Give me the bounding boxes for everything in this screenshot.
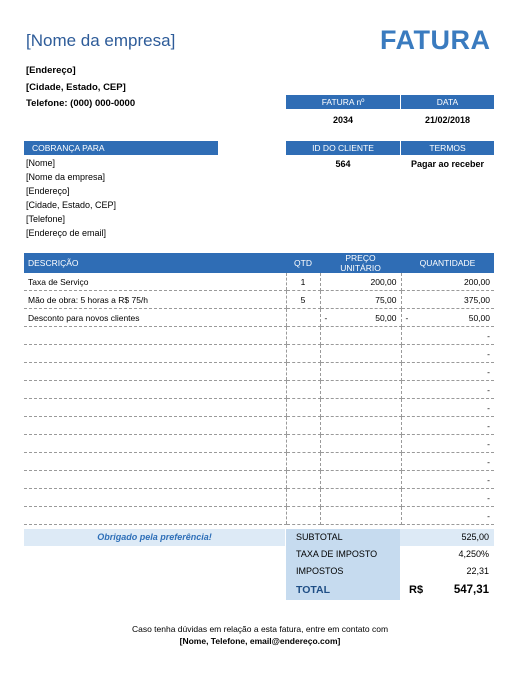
- item-unit-price-cell: [320, 345, 401, 363]
- item-amount-cell: [401, 417, 494, 435]
- thank-you-note: Obrigado pela preferência!: [24, 529, 285, 546]
- client-id: 564: [335, 159, 351, 169]
- footer-contact-note: Caso tenha dúvidas em relação a esta fatura, entre em contato com: [131, 624, 389, 634]
- item-unit-price-cell: [320, 507, 401, 525]
- item-unit-price-cell: [320, 363, 401, 381]
- subtotal-value: 525,00: [400, 529, 494, 546]
- billing-line: [Telefone]: [26, 214, 66, 224]
- item-description: Desconto para novos clientes: [24, 309, 286, 327]
- company-phone: Telefone: (000) 000-0000: [26, 98, 136, 109]
- item-description: Taxa de Serviço: [24, 273, 286, 291]
- terms: Pagar ao receber: [410, 159, 485, 169]
- item-unit-price-cell: [320, 327, 401, 345]
- item-description: [24, 507, 286, 525]
- table-row: [24, 345, 494, 363]
- item-amount: 200,00: [464, 276, 490, 287]
- billing-line: [Nome da empresa]: [26, 172, 106, 182]
- item-qty: [286, 363, 320, 381]
- item-amount-cell: [401, 291, 494, 309]
- billing-line: [Endereço]: [26, 186, 70, 196]
- table-row: [24, 291, 494, 309]
- table-row: [24, 489, 494, 507]
- item-unit-price-cell: [320, 381, 401, 399]
- item-amount-cell: [401, 435, 494, 453]
- item-amount: -: [487, 384, 490, 395]
- table-row: [24, 435, 494, 453]
- table-row: [24, 309, 494, 327]
- item-qty: [286, 381, 320, 399]
- item-amount: -: [487, 402, 490, 413]
- item-qty: [286, 309, 320, 327]
- invoice-number-header: FATURA nº: [286, 95, 400, 109]
- total-currency: R$: [409, 584, 424, 596]
- item-unit-price-cell: [320, 453, 401, 471]
- billing-header: COBRANÇA PARA: [24, 141, 218, 155]
- col-qty: QTD: [286, 253, 320, 273]
- item-unit-price-cell: [320, 471, 401, 489]
- date-header: DATA: [401, 95, 494, 109]
- invoice-date: 21/02/2018: [424, 115, 471, 125]
- subtotal-label: SUBTOTAL: [286, 529, 400, 546]
- item-unit-price-cell: [320, 273, 401, 291]
- item-amount-cell: [401, 399, 494, 417]
- table-row: [24, 381, 494, 399]
- item-qty: [286, 489, 320, 507]
- company-city: [Cidade, Estado, CEP]: [26, 82, 126, 93]
- taxes-value: 22,31: [466, 566, 489, 576]
- invoice-number: 2034: [332, 115, 354, 125]
- item-unit-price: 200,00: [370, 276, 397, 287]
- item-qty: [286, 453, 320, 471]
- items-table: [24, 253, 494, 525]
- company-address: [Endereço]: [26, 65, 76, 76]
- item-amount-cell: [401, 453, 494, 471]
- item-amount: -: [487, 492, 490, 503]
- item-unit-price-cell: [320, 399, 401, 417]
- col-description: DESCRIÇÃO: [24, 253, 286, 273]
- tax-rate-value: 4,250%: [458, 549, 489, 559]
- item-description: [24, 399, 286, 417]
- item-description: [24, 489, 286, 507]
- amount-sign: -: [405, 312, 409, 323]
- tax-rate-label: TAXA DE IMPOSTO: [286, 546, 400, 563]
- client-id-header: ID DO CLIENTE: [286, 141, 400, 155]
- item-amount-cell: [401, 309, 494, 327]
- item-description: [24, 471, 286, 489]
- item-amount: -: [487, 510, 490, 521]
- table-row: [24, 273, 494, 291]
- taxes-label: IMPOSTOS: [286, 563, 400, 580]
- item-qty: [286, 345, 320, 363]
- item-qty: 1: [286, 273, 320, 291]
- item-amount-cell: [401, 363, 494, 381]
- item-description: [24, 417, 286, 435]
- billing-line: [Nome]: [26, 158, 56, 168]
- item-unit-price: 50,00: [375, 312, 397, 323]
- item-amount: -: [487, 474, 490, 485]
- item-amount: 375,00: [464, 294, 490, 305]
- item-description: [24, 435, 286, 453]
- item-description: [24, 453, 286, 471]
- item-unit-price-cell: [320, 489, 401, 507]
- item-amount: -: [487, 348, 490, 359]
- billing-line: [Endereço de email]: [26, 228, 107, 238]
- item-qty: [286, 417, 320, 435]
- item-description: Mão de obra: 5 horas a R$ 75/h: [24, 291, 286, 309]
- item-qty: [286, 399, 320, 417]
- item-qty: [286, 435, 320, 453]
- item-amount-cell: [401, 507, 494, 525]
- total-value: 547,31: [453, 584, 489, 596]
- billing-line: [Cidade, Estado, CEP]: [26, 200, 117, 210]
- item-unit-price-cell: [320, 309, 401, 327]
- item-amount: -: [487, 366, 490, 377]
- item-amount-cell: [401, 489, 494, 507]
- item-description: [24, 327, 286, 345]
- item-unit-price-cell: [320, 291, 401, 309]
- item-amount-cell: [401, 345, 494, 363]
- item-amount: -: [487, 420, 490, 431]
- company-name: [Nome da empresa]: [26, 31, 176, 50]
- col-amount: QUANTIDADE: [401, 253, 494, 273]
- table-row: [24, 327, 494, 345]
- item-unit-price-cell: [320, 417, 401, 435]
- item-qty: [286, 327, 320, 345]
- item-amount: -: [487, 456, 490, 467]
- item-unit-price: 75,00: [375, 294, 397, 305]
- total-label: TOTAL: [286, 580, 400, 600]
- item-amount-cell: [401, 327, 494, 345]
- item-qty: [286, 507, 320, 525]
- table-row: [24, 471, 494, 489]
- items-header-row: [24, 253, 494, 273]
- item-qty: [286, 471, 320, 489]
- item-qty: 5: [286, 291, 320, 309]
- price-sign: -: [324, 312, 328, 323]
- item-description: [24, 381, 286, 399]
- terms-header: TERMOS: [401, 141, 494, 155]
- table-row: [24, 363, 494, 381]
- item-amount-cell: [401, 471, 494, 489]
- item-amount-cell: [401, 273, 494, 291]
- item-description: [24, 363, 286, 381]
- table-row: [24, 399, 494, 417]
- item-amount: -: [487, 438, 490, 449]
- item-description: [24, 345, 286, 363]
- table-row: [24, 507, 494, 525]
- invoice-title: FATURA: [380, 25, 491, 55]
- footer-contact-info: [Nome, Telefone, email@endereço.com]: [179, 636, 341, 646]
- item-amount: 50,00: [468, 312, 490, 323]
- item-unit-price-cell: [320, 435, 401, 453]
- table-row: [24, 453, 494, 471]
- item-amount: -: [487, 330, 490, 341]
- col-unit-price: PREÇO UNITÁRIO: [320, 253, 401, 273]
- table-row: [24, 417, 494, 435]
- item-amount-cell: [401, 381, 494, 399]
